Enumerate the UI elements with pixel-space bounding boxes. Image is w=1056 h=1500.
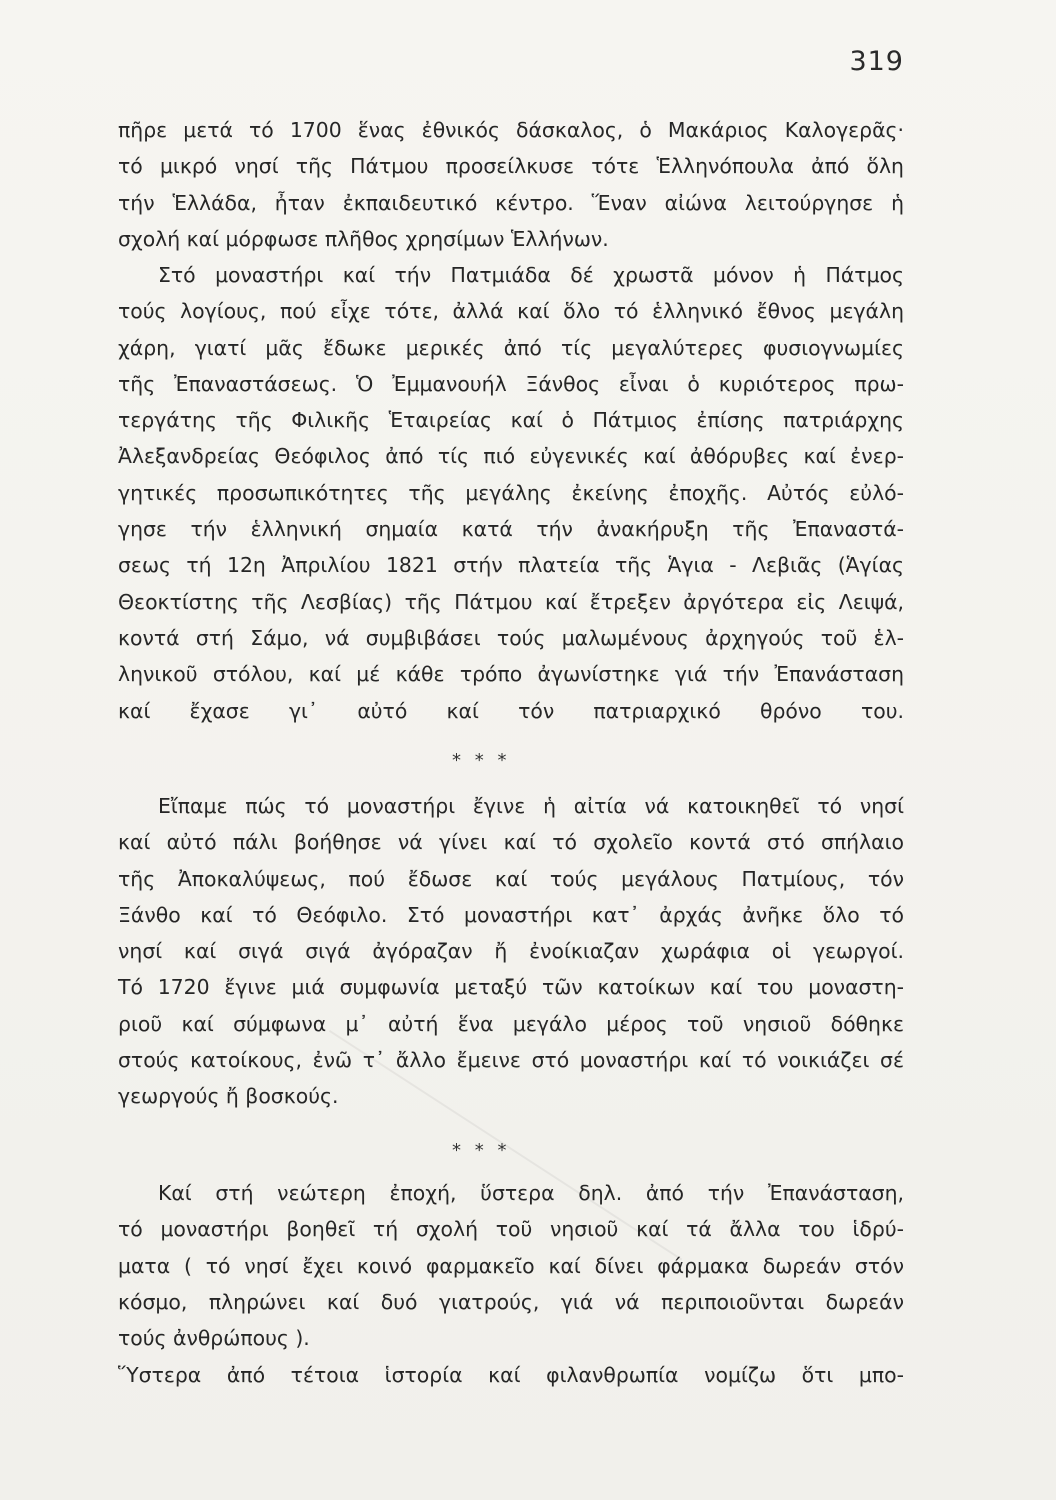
text-line: Εἴπαμε πώς τό μοναστήρι ἔγινε ἡ αἰτία νά κατοικηθεῖ τό νησί <box>158 794 904 818</box>
text-line: σεως τή 12η Ἀπριλίου 1821 στήν πλατεία τῆς Ἁγια - Λεβιᾶς (Ἁγίας <box>118 553 904 578</box>
text-line: ληνικοῦ στόλου, καί μέ κάθε τρόπο ἀγωνίστηκε γιά τήν Ἐπανάσταση <box>118 662 904 687</box>
text-line: Θεοκτίστης τῆς Λεσβίας) τῆς Πάτμου καί ἔτρεξεν ἀργότερα εἰς Λειψά, <box>118 589 904 614</box>
page-number: 319 <box>849 46 904 77</box>
text-line: ματα ( τό νησί ἔχει κοινό φαρμακεῖο καί δίνει φάρμακα δωρεάν στόν <box>118 1253 904 1278</box>
paragraph-1 <box>118 112 904 257</box>
section-separator: * * * <box>452 750 511 771</box>
text-line: Καί στή νεώτερη ἐποχή, ὕστερα δηλ. ἀπό τήν Ἐπανάσταση, <box>158 1181 904 1205</box>
text-line: Στό μοναστήρι καί τήν Πατμιάδα δέ χρωστᾶ μόνον ἡ Πάτμος <box>158 263 904 287</box>
text-line: τῆς Ἐπαναστάσεως. Ὁ Ἐμμανουήλ Ξάνθος εἶναι ὁ κυριότερος πρω- <box>118 371 904 396</box>
text-line: τούς ἀνθρώπους ). <box>118 1326 310 1351</box>
text-line: πῆρε μετά τό 1700 ἕνας ἐθνικός δάσκαλος, ὁ Μακάριος Καλογερᾶς· <box>118 118 904 142</box>
text-line: καί ἔχασε γι᾽ αὐτό καί τόν πατριαρχικό θρόνο του. <box>118 698 904 723</box>
text-line: τήν Ἑλλάδα, ἦταν ἐκπαιδευτικό κέντρο. Ἕναν αἰώνα λειτούργησε ἡ <box>118 190 904 215</box>
paragraph-3 <box>118 788 904 1115</box>
text-line: γεωργούς ἤ βοσκούς. <box>118 1084 339 1109</box>
text-line: Ἀλεξανδρείας Θεόφιλος ἀπό τίς πιό εὐγενικές καί ἀθόρυβες καί ἐνερ- <box>118 444 904 469</box>
text-line: τό μικρό νησί τῆς Πάτμου προσείλκυσε τότε Ἑλληνόπουλα ἀπό ὅλη <box>118 154 904 179</box>
text-line: Τό 1720 ἔγινε μιά συμφωνία μεταξύ τῶν κατοίκων καί του μοναστη- <box>118 975 904 1000</box>
section-separator: * * * <box>452 1140 511 1161</box>
text-line: Ξάνθο καί τό Θεόφιλο. Στό μοναστήρι κατ᾽ ἀρχάς ἀνῆκε ὅλο τό <box>118 902 904 927</box>
text-line: κοντά στή Σάμο, νά συμβιβάσει τούς μαλωμένους ἀρχηγούς τοῦ ἑλ- <box>118 625 904 650</box>
text-line: νησί καί σιγά σιγά ἀγόραζαν ἤ ἐνοίκιαζαν χωράφια οἱ γεωργοί. <box>118 939 904 964</box>
text-line: στούς κατοίκους, ἐνῶ τ᾽ ἄλλο ἔμεινε στό μοναστήρι καί τό νοικιάζει σέ <box>118 1048 904 1073</box>
text-line: τῆς Ἀποκαλύψεως, πού ἔδωσε καί τούς μεγάλους Πατμίους, τόν <box>118 866 904 891</box>
text-line: Ὕστερα ἀπό τέτοια ἱστορία καί φιλανθρωπία νομίζω ὅτι μπο- <box>118 1363 904 1387</box>
text-line: τό μοναστήρι βοηθεῖ τή σχολή τοῦ νησιοῦ καί τά ἄλλα του ἱδρύ- <box>118 1217 904 1242</box>
text-line: ριοῦ καί σύμφωνα μ᾽ αὐτή ἕνα μεγάλο μέρος τοῦ νησιοῦ δόθηκε <box>118 1011 904 1036</box>
text-line: κόσμο, πληρώνει καί δυό γιατρούς, γιά νά περιποιοῦνται δωρεάν <box>118 1289 904 1314</box>
text-line <box>118 729 904 765</box>
text-line: γητικές προσωπικότητες τῆς μεγάλης ἐκείνης ἐποχῆς. Αὐτός εὐλό- <box>118 480 904 505</box>
paragraph-5 <box>118 1357 904 1393</box>
text-line: σχολή καί μόρφωσε πλῆθος χρησίμων Ἑλλήνων. <box>118 226 609 251</box>
paragraph-2 <box>118 257 904 765</box>
text-line: τούς λογίους, πού εἶχε τότε, ἀλλά καί ὅλο τό ἑλληνικό ἔθνος μεγάλη <box>118 299 904 324</box>
paragraph-4 <box>118 1175 904 1356</box>
text-line: τεργάτης τῆς Φιλικῆς Ἑταιρείας καί ὁ Πάτμιος ἐπίσης πατριάρχης <box>118 408 904 433</box>
text-line: χάρη, γιατί μᾶς ἔδωκε μερικές ἀπό τίς μεγαλύτερες φυσιογνωμίες <box>118 335 904 360</box>
text-line: γησε τήν ἑλληνική σημαία κατά τήν ἀνακήρυξη τῆς Ἐπαναστά- <box>118 517 904 542</box>
text-line: καί αὐτό πάλι βοήθησε νά γίνει καί τό σχολεῖο κοντά στό σπήλαιο <box>118 830 904 855</box>
